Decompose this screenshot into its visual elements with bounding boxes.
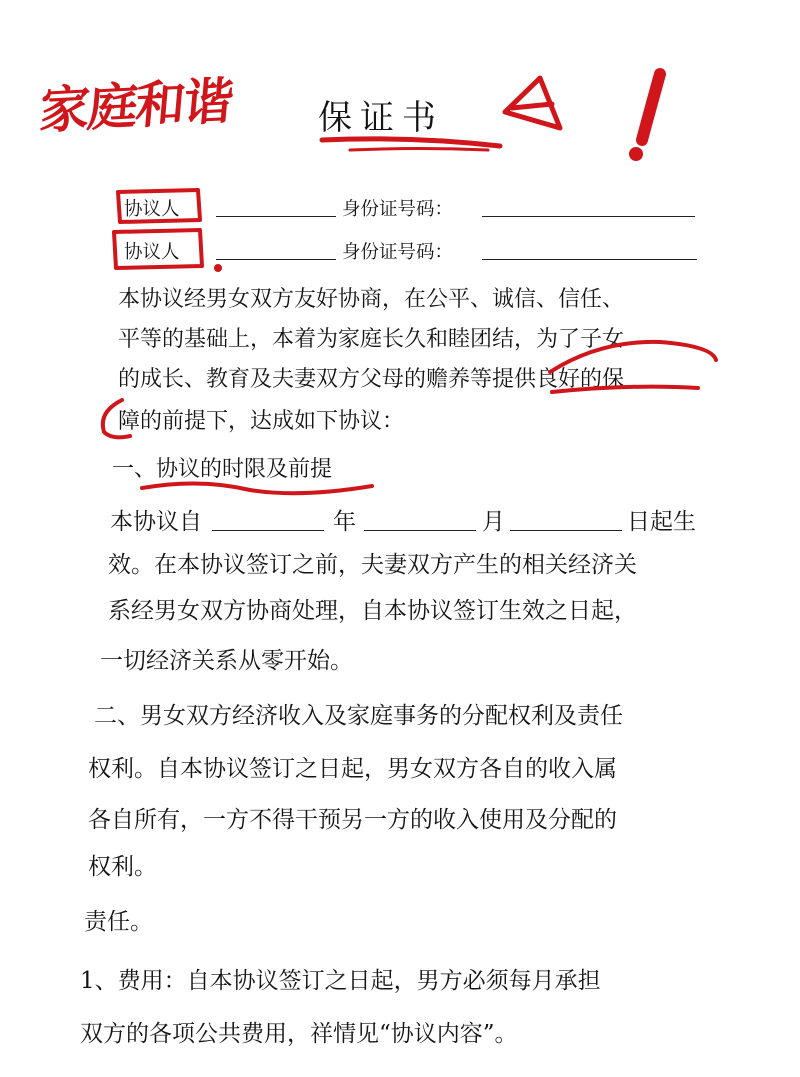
party-label-1: 协议人	[124, 199, 180, 220]
handwritten-title: 家庭和谐	[37, 71, 235, 141]
preamble-line-2: 平等的基础上，本着为家庭长久和睦团结，为了子女	[118, 327, 625, 352]
title-underline	[322, 139, 500, 146]
preamble-line-4: 障的前提下，达成如下协议：	[118, 409, 405, 434]
party-label-2: 协议人	[124, 242, 180, 263]
section1-line-1: 效。在本协议签订之前，夫妻双方产生的相关经济关	[108, 552, 637, 578]
party-name-field-2	[216, 259, 336, 260]
section2-line-1: 权利。自本协议签订之日起，男女双方各自的收入属	[88, 756, 617, 782]
triangle-mark	[505, 78, 560, 128]
day-suffix: 日起生	[627, 509, 696, 535]
title-underline-2	[350, 149, 488, 151]
exclamation-stroke	[642, 74, 660, 140]
date-prefix: 本协议自	[110, 509, 202, 535]
responsibility-heading: 责任。	[84, 909, 153, 935]
year-field	[212, 530, 324, 531]
id-number-field-1	[482, 216, 695, 217]
document-title: 保证书	[318, 98, 444, 138]
id-label-2: 身份证号码：	[342, 242, 454, 263]
section2-line-2: 各自所有，一方不得干预另一方的收入使用及分配的	[88, 807, 617, 833]
year-label: 年	[333, 509, 356, 535]
item1-line-2: 双方的各项公共费用，祥情见“协议内容”。	[80, 1021, 518, 1047]
preamble-line-1: 本协议经男女双方友好协商，在公平、诚信、信任、	[118, 287, 625, 312]
id-number-field-2	[482, 259, 697, 260]
section1-heading: 一、协议的时限及前提	[112, 457, 333, 482]
preamble-line-3: 的成长、教育及夫妻双方父母的赡养等提供良好的保	[118, 367, 625, 392]
day-field	[510, 530, 622, 531]
section2-line-3: 权利。	[88, 854, 157, 880]
section2-heading: 二、男女双方经济收入及家庭事务的分配权利及责任	[94, 703, 623, 729]
section1-line-3: 一切经济关系从零开始。	[100, 648, 353, 674]
section1-underline	[142, 483, 372, 493]
month-field	[364, 530, 476, 531]
party-name-field-1	[216, 216, 336, 217]
section1-line-2: 系经男女双方协商处理，自本协议签订生效之日起，	[108, 598, 637, 624]
month-label: 月	[482, 509, 505, 535]
item1-line-1: 1、费用：自本协议签订之日起，男方必须每月承担	[80, 968, 601, 994]
exclamation-dot	[629, 147, 643, 161]
box-dot	[214, 264, 222, 272]
id-label-1: 身份证号码：	[342, 199, 454, 220]
